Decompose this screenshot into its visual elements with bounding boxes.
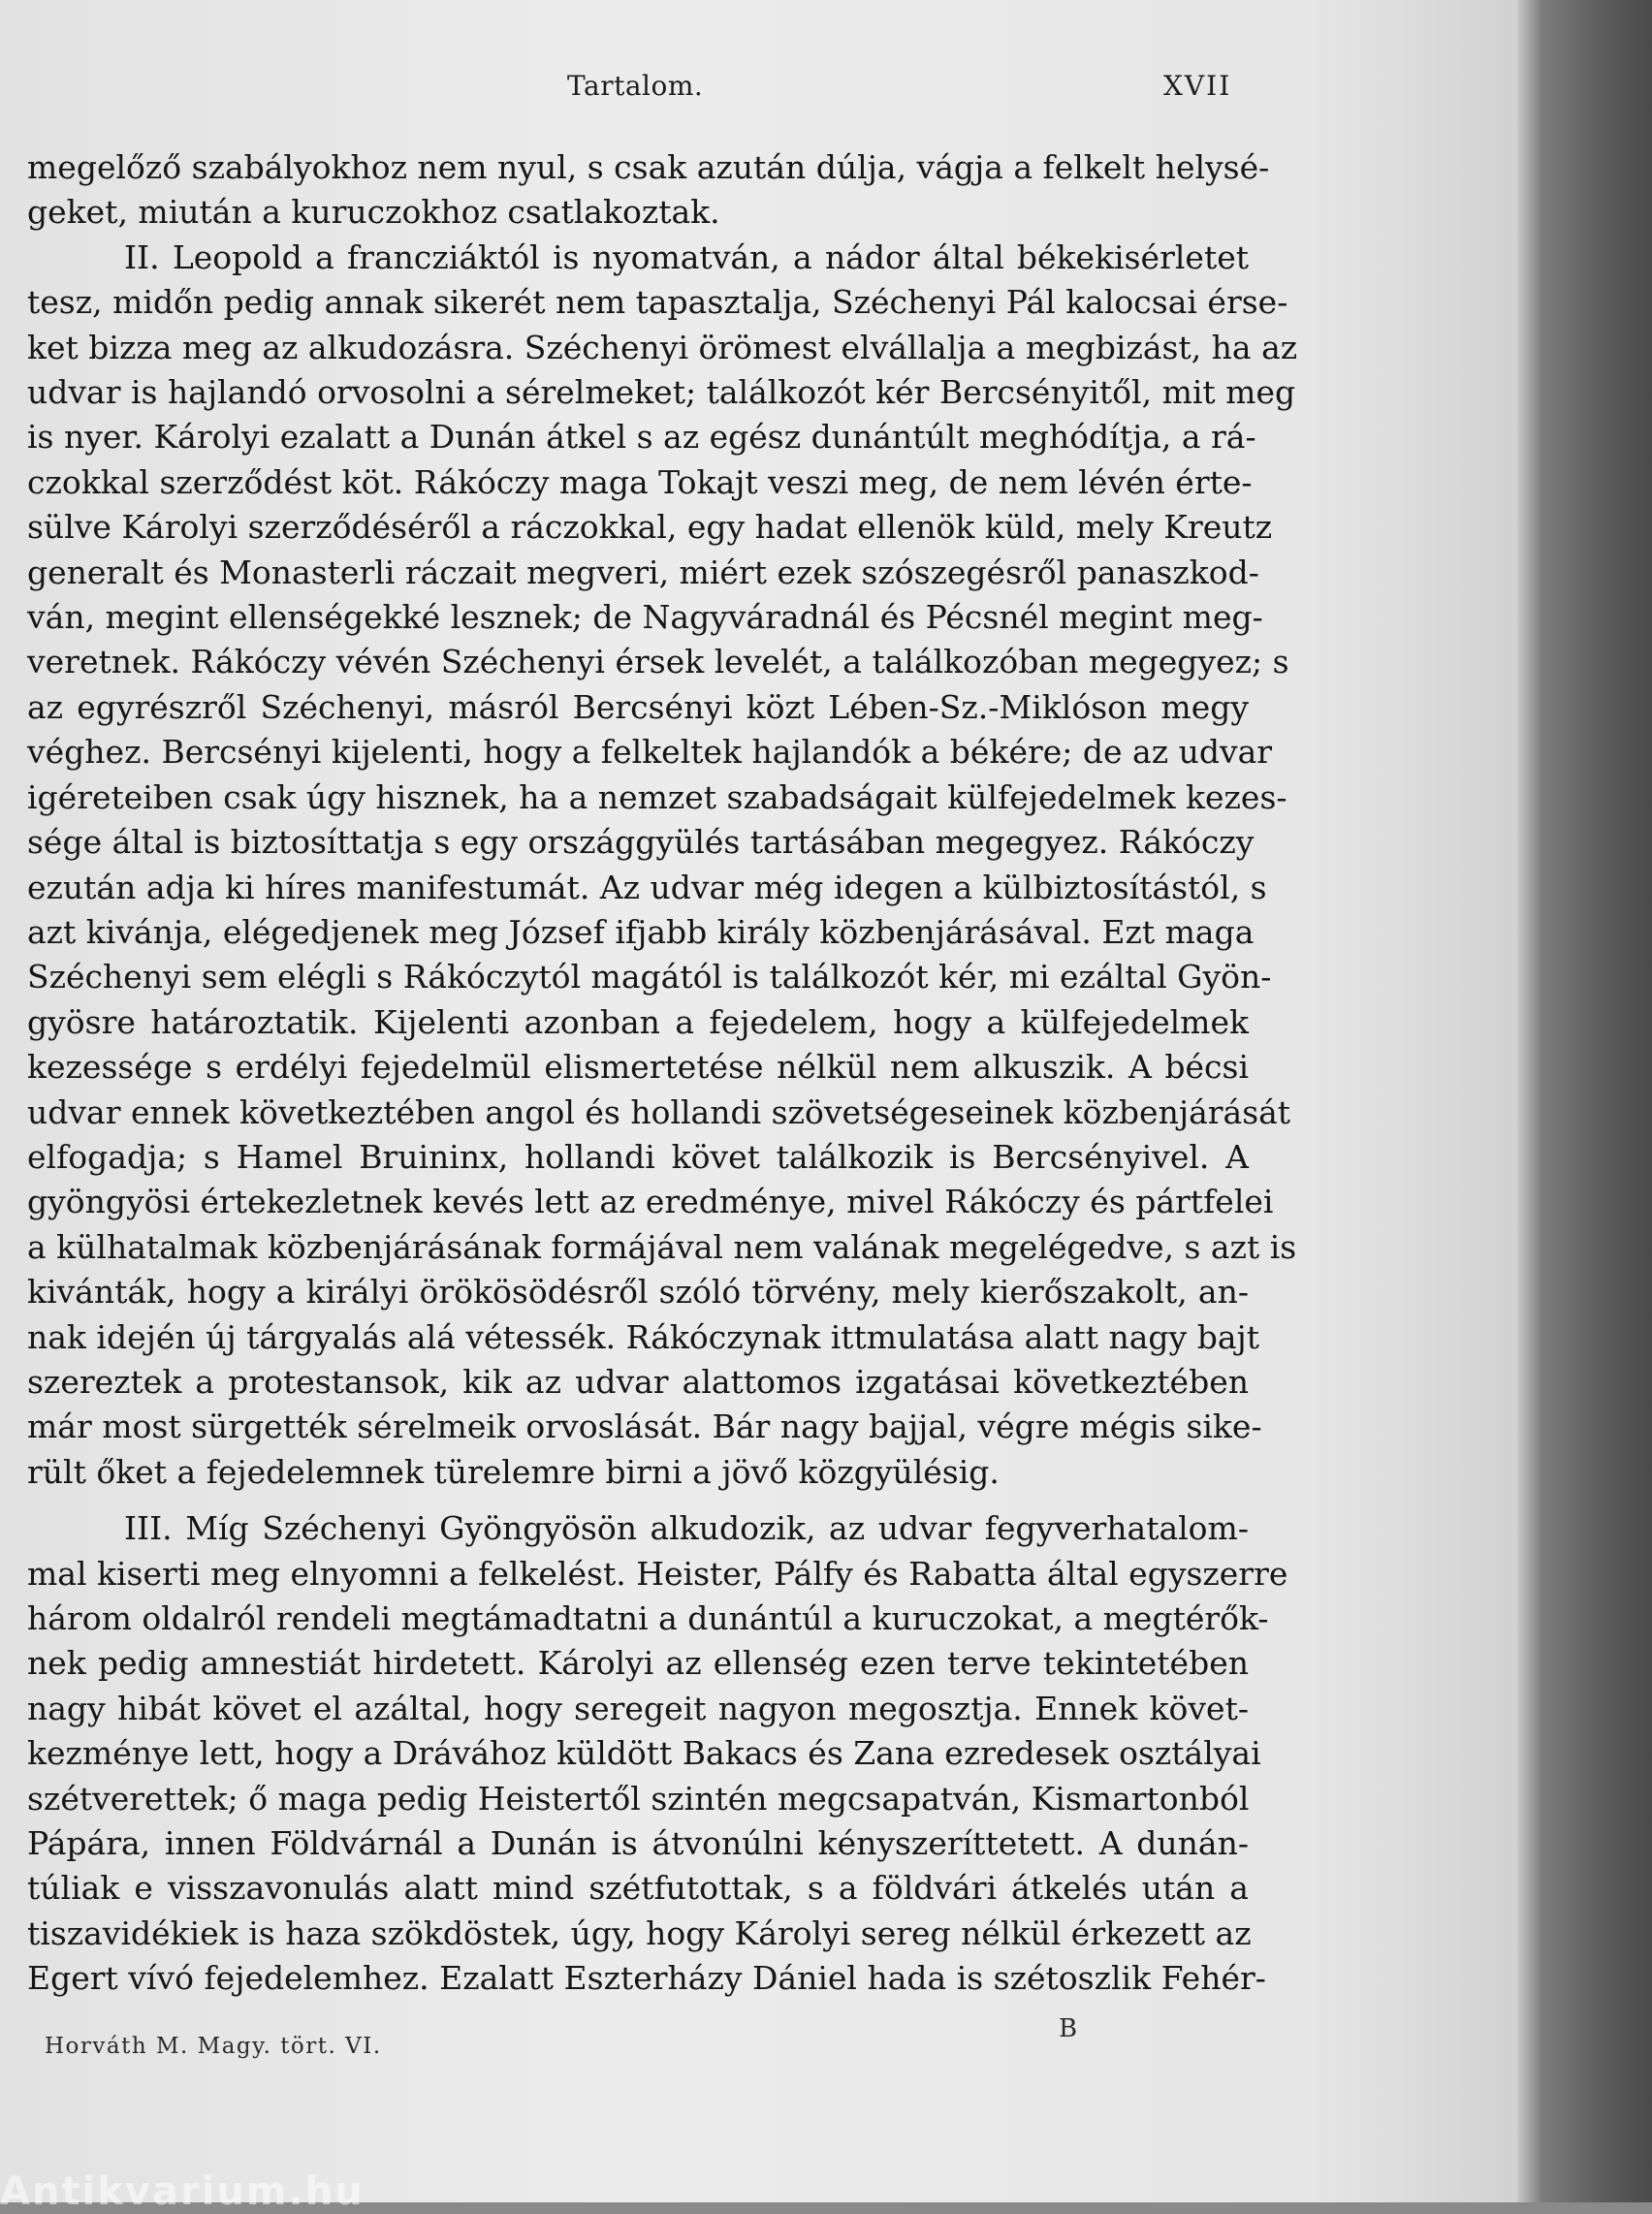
text-line: geket, miután a kuruczokhoz csatlakoztak. <box>27 193 720 232</box>
page-footer <box>0 2014 1541 2072</box>
body-text <box>27 145 1298 2002</box>
book-spine-shadow <box>1517 0 1652 2202</box>
text-line: is nyer. Károlyi ezalatt a Dunán átkel s az egész dunántúlt meghódítja, a rá- <box>27 418 1256 457</box>
footer-source-note: Horváth M. Magy. tört. VI. <box>45 2034 382 2059</box>
text-line: generalt és Monasterli ráczait megveri, miért ezek szószegésről panaszkod- <box>27 553 1259 591</box>
paragraph <box>27 236 1298 1495</box>
text-line: kezménye lett, hogy a Drávához küldött Bakacs és Zana ezredesek osztályai <box>27 1734 1261 1773</box>
text-line: túliak e visszavonulás alatt mind szétfutottak, s a földvári átkelés után a <box>27 1869 1249 1908</box>
paragraph <box>27 145 1270 236</box>
text-line: kivánták, hogy a királyi örökösödésről szóló törvény, mely kierőszakolt, an- <box>27 1273 1249 1312</box>
paragraph-gap <box>27 1495 1249 1506</box>
text-line: ezután adja ki híres manifestumát. Az udvar még idegen a külbiztosítástól, s <box>27 868 1267 906</box>
running-head <box>0 70 1541 109</box>
text-line: véghez. Bercsényi kijelenti, hogy a felkeltek hajlandók a békére; de az udvar <box>27 733 1273 772</box>
text-line: nek pedig amnestiát hirdetett. Károlyi az ellenség ezen terve tekintetében <box>27 1644 1249 1683</box>
paragraph <box>27 1506 1288 2001</box>
text-line: Pápára, innen Földvárnál a Dunán is átvonúlni kényszeríttetett. A dunán- <box>27 1824 1249 1863</box>
text-line: szereztek a protestansok, kik az udvar alattomos izgatásai következtében <box>27 1362 1249 1401</box>
text-line: udvar is hajlandó orvosolni a sérelmeket; találkozót kér Bercsényitől, mit meg <box>27 373 1296 412</box>
text-line: tiszavidékiek is haza szökdöstek, úgy, hogy Károlyi sereg nélkül érkezett az <box>27 1914 1252 1952</box>
watermark-text: Antikvarium.hu <box>0 2169 365 2214</box>
text-line: megelőző szabályokhoz nem nyul, s csak azután dúlja, vágja a felkelt helysé- <box>27 148 1270 186</box>
text-line: gyösre határoztatik. Kijelenti azonban a fejedelem, hogy a külfejedelmek <box>27 1002 1249 1041</box>
text-line: azt kivánja, elégedjenek meg József ifjabb király közbenjárásával. Ezt maga <box>27 912 1255 951</box>
text-line: igéreteiben csak úgy hisznek, ha a nemzet szabadságait külfejedelmek kezes- <box>27 777 1287 816</box>
text-line: mal kiserti meg elnyomni a felkelést. Heister, Pálfy és Rabatta által egyszerre <box>27 1554 1288 1593</box>
text-line: rült őket a fejedelemnek türelemre birni a jövő közgyülésig. <box>27 1452 1000 1491</box>
text-line: III. Míg Széchenyi Gyöngyösön alkudozik, az udvar fegyverhatalom- <box>124 1509 1249 1548</box>
text-line: sége által is biztosíttatja s egy országgyülés tartásában megegyez. Rákóczy <box>27 823 1255 862</box>
signature-mark: B <box>1059 2014 1078 2043</box>
text-line: sülve Károlyi szerződéséről a ráczokkal, egy hadat ellenök küld, mely Kreutz <box>27 508 1273 547</box>
text-line: az egyrészről Széchenyi, másról Bercsényi közt Lében-Sz.-Miklóson megy <box>27 687 1249 726</box>
text-line: a külhatalmak közbenjárásának formájával nem valának megelégedve, s azt is <box>27 1227 1297 1266</box>
text-line: tesz, midőn pedig annak sikerét nem tapasztalja, Széchenyi Pál kalocsai érse- <box>27 283 1288 322</box>
text-line: kezessége s erdélyi fejedelmül elismertetése nélkül nem alkuszik. A bécsi <box>27 1048 1249 1087</box>
page-number: XVII <box>1163 70 1232 102</box>
text-line: II. Leopold a francziáktól is nyomatván, a nádor által békekisérletet <box>124 237 1249 276</box>
text-line: már most sürgették sérelmeik orvoslását. Bár nagy bajjal, végre mégis sike- <box>27 1407 1262 1446</box>
text-line: nak idején új tárgyalás alá vétessék. Rákóczynak ittmulatása alatt nagy bajt <box>27 1317 1259 1356</box>
text-line: Széchenyi sem elégli s Rákóczytól magától is találkozót kér, mi ezáltal Gyön- <box>27 958 1272 996</box>
text-line: gyöngyösi értekezletnek kevés lett az eredménye, mivel Rákóczy és pártfelei <box>27 1183 1274 1221</box>
text-line: elfogadja; s Hamel Bruininx, hollandi követ találkozik is Bercsényivel. A <box>27 1137 1249 1176</box>
text-line: ket bizza meg az alkudozásra. Széchenyi örömest elvállalja a megbizást, ha az <box>27 328 1298 366</box>
running-title: Tartalom. <box>567 70 704 102</box>
text-line: nagy hibát követ el azáltal, hogy seregeit nagyon megosztja. Ennek követ- <box>27 1689 1249 1727</box>
text-line: udvar ennek következtében angol és hollandi szövetségeseinek közbenjárását <box>27 1092 1291 1131</box>
text-line: veretnek. Rákóczy vévén Széchenyi érsek levelét, a találkozóban megegyez; s <box>27 643 1289 681</box>
text-line: három oldalról rendeli megtámadtatni a dunántúl a kuruczokat, a megtérők- <box>27 1599 1269 1637</box>
text-line: Egert vívó fejedelemhez. Ezalatt Eszterházy Dániel hada is szétoszlik Fehér- <box>27 1959 1266 1998</box>
text-line: ván, megint ellenségekké lesznek; de Nagyváradnál és Pécsnél megint meg- <box>27 598 1263 637</box>
text-line: szétverettek; ő maga pedig Heistertől szintén megcsapatván, Kismartonból <box>27 1779 1250 1818</box>
text-line: czokkal szerződést köt. Rákóczy maga Tokajt veszi meg, de nem lévén érte- <box>27 462 1253 501</box>
